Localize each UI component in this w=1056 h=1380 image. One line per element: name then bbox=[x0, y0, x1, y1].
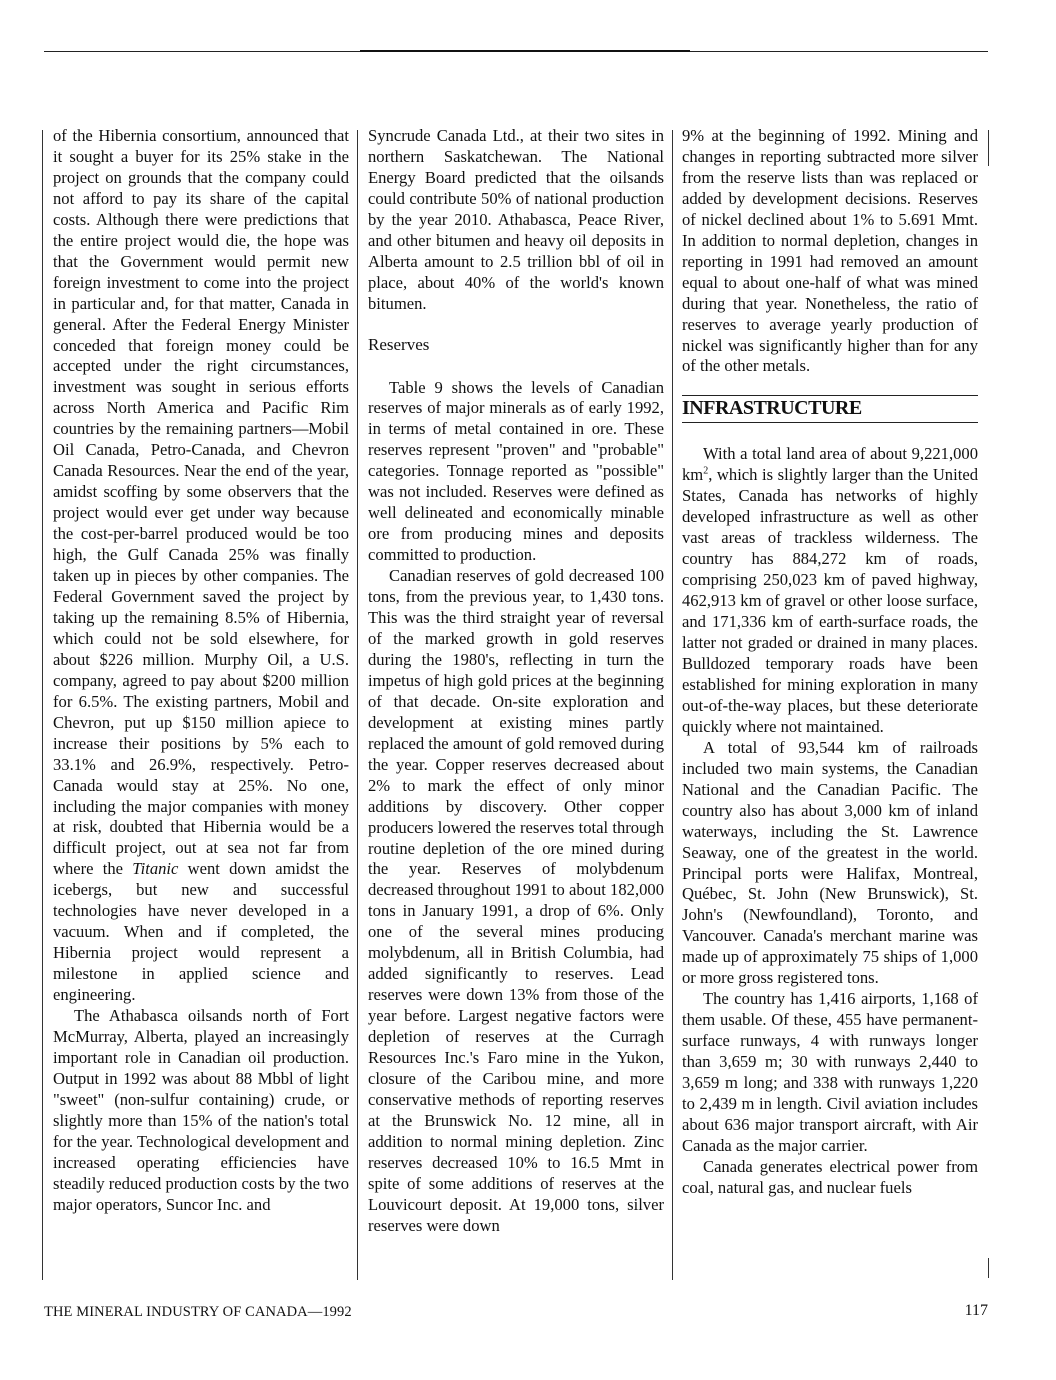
footer-title: THE MINERAL INDUSTRY OF CANADA—1992 bbox=[44, 1304, 352, 1320]
col2-paragraph-3: Canadian reserves of gold decreased 100 tons, from the previous year, to 1,430 tons. This was the third straight year of reversal of the marked growth in gold reserves during the 1980's, reflecting in turn the impetus of high gold prices at the beginning of that decade. On-site exploration and development at existing mines partly replaced the amount of gold removed during the year. Copper reserves decreased about 2% to mark the effect of only minor additions by discovery. Other copper producers lowered the reserves total through routine depletion of the ore mined during the year. Reserves of molybdenum decreased throughout 1991 to about 182,000 tons in January 1991, a drop of 6%. Only one of the several mines producing molybdenum, all in British Columbia, had added significantly to reserves. Lead reserves were down 13% from those of the year before. Largest negative factors were depletion of reserves at the Curragh Resources Inc.'s Faro mine in the Yukon, closure of the Caribou mine, and more conservative methods of reporting reserves at the Brunswick No. 12 mine, all in addition to normal mining depletion. Zinc reserves decreased 10% to 16.5 Mmt in spite of some additions of reserves at the Louvicourt deposit. At 19,000 tons, silver reserves were down bbox=[368, 566, 664, 1235]
col2-paragraph-2: Table 9 shows the levels of Canadian reserves of major minerals as of early 1992, in terms of metal contained in ore. These reserves represent "proven" and "probable" categories. Tonnage reported as "possible" was not included. Reserves were defined as well delineated and economically minable ore from producing mines and deposits committed to production. bbox=[368, 377, 664, 565]
column-2 bbox=[368, 126, 664, 1237]
column-rule-1 bbox=[357, 130, 358, 1280]
column-1 bbox=[53, 126, 349, 1216]
top-rule-accent bbox=[360, 50, 690, 52]
page-number: 117 bbox=[964, 1302, 988, 1319]
col3-paragraph-2: With a total land area of about 9,221,000 $km^2$, which is slightly larger than the United States, Canada has networks of highly developed infrastructure as well as other vast areas of trackless wilderness. The country has 884,272 km of roads, comprising 250,023 km of paved highway, 462,913 km of gravel or other loose surface, and 171,336 km of earth-surface roads, the latter not graded or drained in many places. Bulldozed temporary roads have been established for mining exploration in many out-of-the-way places, but these deteriorate quickly where not maintained. bbox=[682, 444, 978, 736]
col3-paragraph-5: Canada generates electrical power from coal, natural gas, and nuclear fuels bbox=[682, 1156, 978, 1197]
column-rule-2 bbox=[672, 130, 673, 1280]
reserves-heading: Reserves bbox=[368, 334, 430, 354]
titanic-italic: Titanic bbox=[132, 859, 179, 879]
left-margin-rule bbox=[42, 130, 43, 1280]
col1-paragraph-1: of the Hibernia consortium, announced that it sought a buyer for its 25% stake in the project on grounds that the company could not afford to pay its share of the capital costs. Although there were predictions that the entire project would die, the hope was that the Government would permit new foreign investment to come into the project in particular and, for that matter, Canada in general. After the Federal Energy Minister conceded that foreign money could be accepted under the right circumstances, investment was sought in serious efforts across North America and Pacific Rim countries by the remaining partners—Mobil Oil Canada, Petro-Canada, and Chevron Canada Resources. Near the end of the year, amidst scoffing by some observers that the project would ever get under way because the cost-per-barrel produced would be too high, the Gulf Canada 25% was finally taken up in pieces by other companies. The Federal Government saved the project by taking up the remaining 8.5% of Hibernia, which could not be sold elsewhere, for about $226 million. Murphy Oil, a U.S. company, agreed to pay about $200 million for 6.5%. The existing partners, Mobil and Chevron, put up $150 million apiece to increase their positions by 5% each to 33.1% and 26.9%, respectively. Petro-Canada would stay at 25%. No one, including the major companies with money at risk, doubted that Hibernia would be a difficult project, out at sea not far from where the Titanic went down amidst the icebergs, but new and successful technologies have never developed in a vacuum. When and if completed, the Hibernia project would represent a milestone in applied science and engineering. bbox=[53, 126, 350, 1005]
col3-paragraph-3: A total of 93,544 km of railroads included two main systems, the Canadian National and the Canadian Pacific. The country also has about 3,000 km of inland waterways, including the St. Lawrence Seaway, one of the greatest in the world. Principal ports were Halifax, Montreal, Québec, St. John (New Brunswick), St. John's (Newfoundland), Toronto, and Vancouver. Canada's merchant marine was made up of approximately 75 ships of 1,000 or more gross registered tons. bbox=[682, 737, 978, 988]
right-margin-rule-bottom bbox=[988, 1258, 989, 1278]
column-3 bbox=[682, 126, 978, 1199]
col3-paragraph-4: The country has 1,416 airports, 1,168 of them usable. Of these, 455 have permanent-surface runways, 4 with runways longer than 3,659 m; 30 with runways 2,440 to 3,659 m long; and 338 with runways 1,220 to 2,439 m in length. Civil aviation includes about 636 major transport aircraft, with Air Canada as the major carrier. bbox=[682, 989, 978, 1155]
col1-paragraph-2: The Athabasca oilsands north of Fort McMurray, Alberta, played an increasingly important role in Canadian oil production. Output in 1992 was about 88 Mbbl of light "sweet" (non-sulfur containing) crude, or slightly more than 15% of the nation's total for the year. Technological development and increased operating efficiencies have steadily reduced production costs by the two major operators, Suncor Inc. and bbox=[53, 1006, 349, 1214]
col3-paragraph-1: 9% at the beginning of 1992. Mining and changes in reporting subtracted more silver from the reserve lists than was replaced or added by development decisions. Reserves of nickel declined about 1% to 5.691 Mmt. In addition to normal depletion, changes in reporting in 1991 had removed an amount equal to about one-half of what was mined during that year. Nonetheless, the ratio of reserves to average yearly production of nickel was significantly higher than for any of the other metals. bbox=[682, 126, 978, 376]
right-margin-rule bbox=[988, 130, 989, 166]
col2-paragraph-1: Syncrude Canada Ltd., at their two sites in northern Saskatchewan. The National Energy Board predicted that the oilsands could contribute 50% of national production by the year 2010. Athabasca, Peace River, and other bitumen and heavy oil deposits in Alberta amount to 2.5 trillion bbl of oil in place, about 40% of the world's known bitumen. bbox=[368, 126, 664, 313]
infrastructure-heading: INFRASTRUCTURE bbox=[682, 395, 978, 423]
